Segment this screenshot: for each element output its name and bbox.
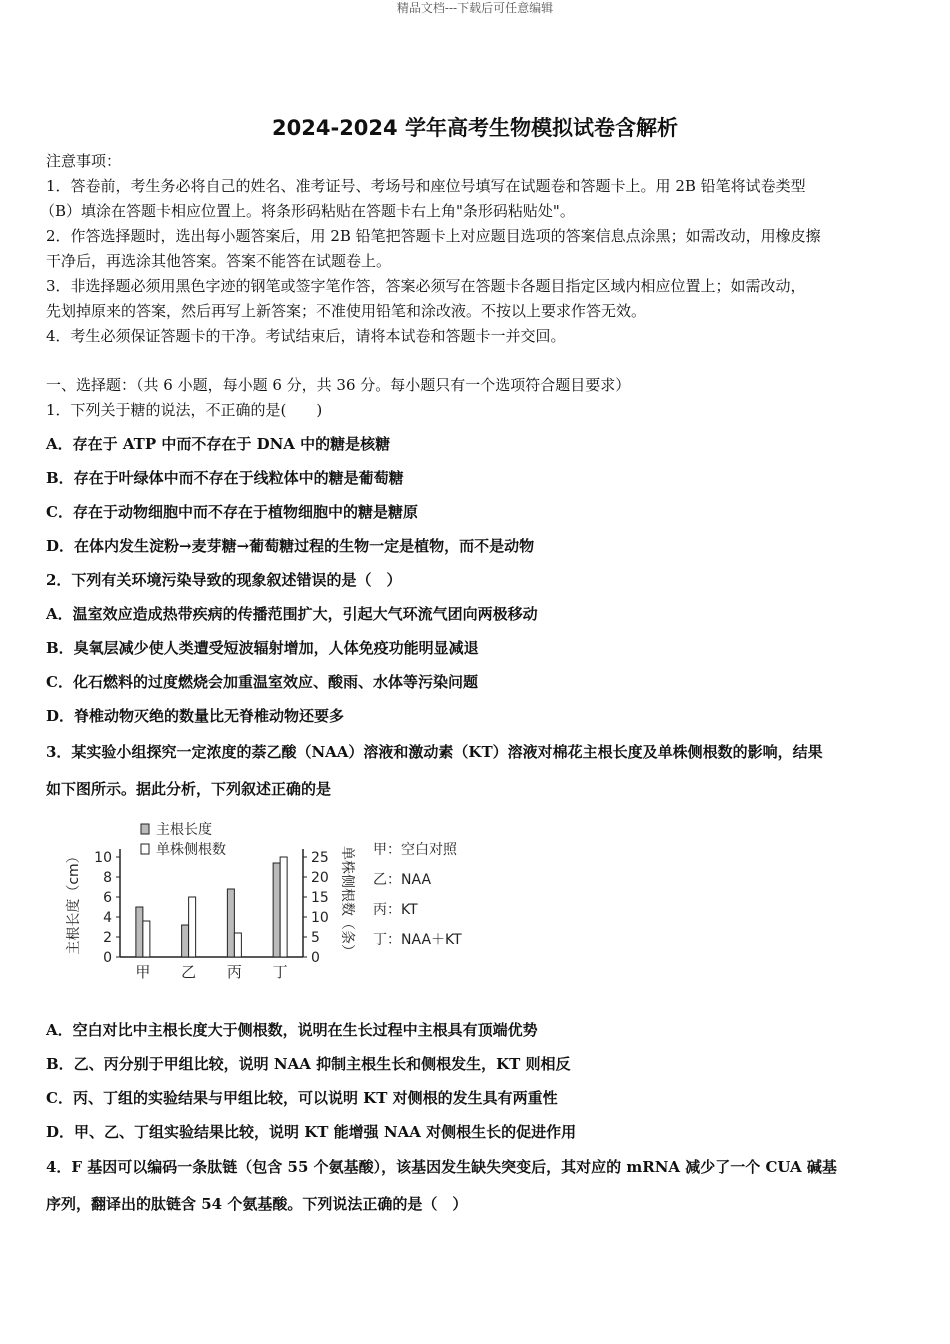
question-3-stem-line2: 如下图所示。据此分析，下列叙述正确的是 <box>46 780 332 798</box>
notice-line: 干净后，再选涂其他答案。答案不能答在试题卷上。 <box>46 252 392 270</box>
question-4-stem-line2: 序列，翻译出的肽链含 54 个氨基酸。下列说法正确的是（ ） <box>46 1195 468 1213</box>
page-header: 精品文档---下载后可任意编辑 <box>396 1 554 15</box>
group-legend-item: 丁：NAA＋KT <box>373 932 462 948</box>
legend-label-main-root: 主根长度 <box>156 822 212 838</box>
group-legend-item: 乙：NAA <box>373 872 432 888</box>
notice-heading: 注意事项： <box>46 152 122 170</box>
y-axis-label-left: 主根长度（cm） <box>66 849 82 955</box>
question-1-stem: 1．下列关于糖的说法，不正确的是( ) <box>46 401 323 419</box>
group-legend <box>373 841 462 948</box>
notice-line: 3．非选择题必须用黑色字迹的钢笔或签字笔作答，答案必须写在答题卡各题目指定区域内相应位置上；如需改动， <box>46 277 806 295</box>
y-tick-label-right: 15 <box>311 890 329 906</box>
notice-line: （B）填涂在答题卡相应位置上。将条形码粘贴在答题卡右上角"条形码粘贴处"。 <box>40 202 575 220</box>
y-tick-label-right: 10 <box>311 910 329 926</box>
question-4-stem-line1: 4．F 基因可以编码一条肽链（包含 55 个氨基酸），该基因发生缺失突变后，其对应的 mRNA 减少了一个 CUA 碱基 <box>46 1158 837 1176</box>
question-3-option-b: B．乙、丙分别于甲组比较，说明 NAA 抑制主根生长和侧根发生，KT 则相反 <box>46 1055 571 1073</box>
question-2-stem: 2．下列有关环境污染导致的现象叙述错误的是（ ） <box>46 571 402 589</box>
question-2-option-a: A．温室效应造成热带疾病的传播范围扩大，引起大气环流气团向两极移动 <box>46 605 538 623</box>
question-2-option-c: C．化石燃料的过度燃烧会加重温室效应、酸雨、水体等污染问题 <box>46 673 478 691</box>
y-tick-label-right: 5 <box>311 930 320 946</box>
x-category-label: 丁 <box>272 963 288 981</box>
question-2-option-b: B．臭氧层减少使人类遭受短波辐射增加，人体免疫功能明显减退 <box>46 639 479 657</box>
legend-swatch-lateral-roots <box>141 844 149 854</box>
x-category-label: 甲 <box>135 963 151 981</box>
question-3-option-a: A．空白对比中主根长度大于侧根数，说明在生长过程中主根具有顶端优势 <box>46 1021 538 1039</box>
page-title: 2024-2024 学年高考生物模拟试卷含解析 <box>272 116 678 140</box>
question-1-option-c: C．存在于动物细胞中而不存在于植物细胞中的糖是糖原 <box>46 503 418 521</box>
bar-lateral-root-count <box>189 897 196 957</box>
group-legend-item: 甲：空白对照 <box>373 842 457 858</box>
question-3-option-c: C．丙、丁组的实验结果与甲组比较，可以说明 KT 对侧根的发生具有两重性 <box>46 1089 558 1107</box>
y-tick-label-left: 6 <box>103 890 112 906</box>
y-tick-label-left: 2 <box>103 930 112 946</box>
y-tick-label-left: 10 <box>94 850 112 866</box>
notice-line: 2．作答选择题时，选出每小题答案后，用 2B 铅笔把答题卡上对应题目选项的答案信息点涂黑；如需改动，用橡皮擦 <box>46 227 821 245</box>
group-legend-item: 丙：KT <box>373 902 418 918</box>
bar-lateral-root-count <box>280 857 287 957</box>
y-tick-label-right: 20 <box>311 870 329 886</box>
root-growth-bar-chart <box>60 812 490 992</box>
bar-lateral-root-count <box>143 921 150 957</box>
question-2-option-d: D．脊椎动物灭绝的数量比无脊椎动物还要多 <box>46 707 345 725</box>
question-3-option-d: D．甲、乙、丁组实验结果比较，说明 KT 能增强 NAA 对侧根生长的促进作用 <box>46 1123 577 1141</box>
notice-line: 先划掉原来的答案，然后再写上新答案；不准使用铅笔和涂改液。不按以上要求作答无效。 <box>46 302 647 320</box>
y-axis-label-right: 单株侧根数（条） <box>339 846 355 958</box>
legend-label-lateral-roots: 单株侧根数 <box>156 842 226 858</box>
legend-swatch-main-root <box>141 824 149 834</box>
question-1-option-a: A．存在于 ATP 中而不存在于 DNA 中的糖是核糖 <box>46 435 391 453</box>
x-category-label: 丙 <box>226 963 242 981</box>
y-tick-label-right: 25 <box>311 850 329 866</box>
question-1-option-d: D．在体内发生淀粉→麦芽糖→葡萄糖过程的生物一定是植物，而不是动物 <box>46 537 535 555</box>
bar-lateral-root-count <box>234 933 241 957</box>
y-tick-label-left: 4 <box>103 910 112 926</box>
section-heading: 一、选择题：（共 6 小题，每小题 6 分，共 36 分。每小题只有一个选项符合题目要求） <box>46 376 631 394</box>
y-tick-label-left: 8 <box>103 870 112 886</box>
bar-main-root-length <box>182 925 189 957</box>
y-tick-label-right: 0 <box>311 950 320 966</box>
question-3-stem-line1: 3．某实验小组探究一定浓度的萘乙酸（NAA）溶液和激动素（KT）溶液对棉花主根长度及单株侧根数的影响，结果 <box>46 743 823 761</box>
y-tick-label-left: 0 <box>103 950 112 966</box>
bar-main-root-length <box>136 907 143 957</box>
question-1-option-b: B．存在于叶绿体中而不存在于线粒体中的糖是葡萄糖 <box>46 469 404 487</box>
bar-main-root-length <box>273 863 280 957</box>
bar-main-root-length <box>227 889 234 957</box>
notice-line: 4．考生必须保证答题卡的干净。考试结束后，请将本试卷和答题卡一并交回。 <box>46 327 566 345</box>
notice-line: 1．答卷前，考生务必将自己的姓名、准考证号、考场号和座位号填写在试题卷和答题卡上。用 2B 铅笔将试卷类型 <box>46 177 806 195</box>
x-category-label: 乙 <box>181 963 197 981</box>
chart-top-legend <box>141 821 226 858</box>
